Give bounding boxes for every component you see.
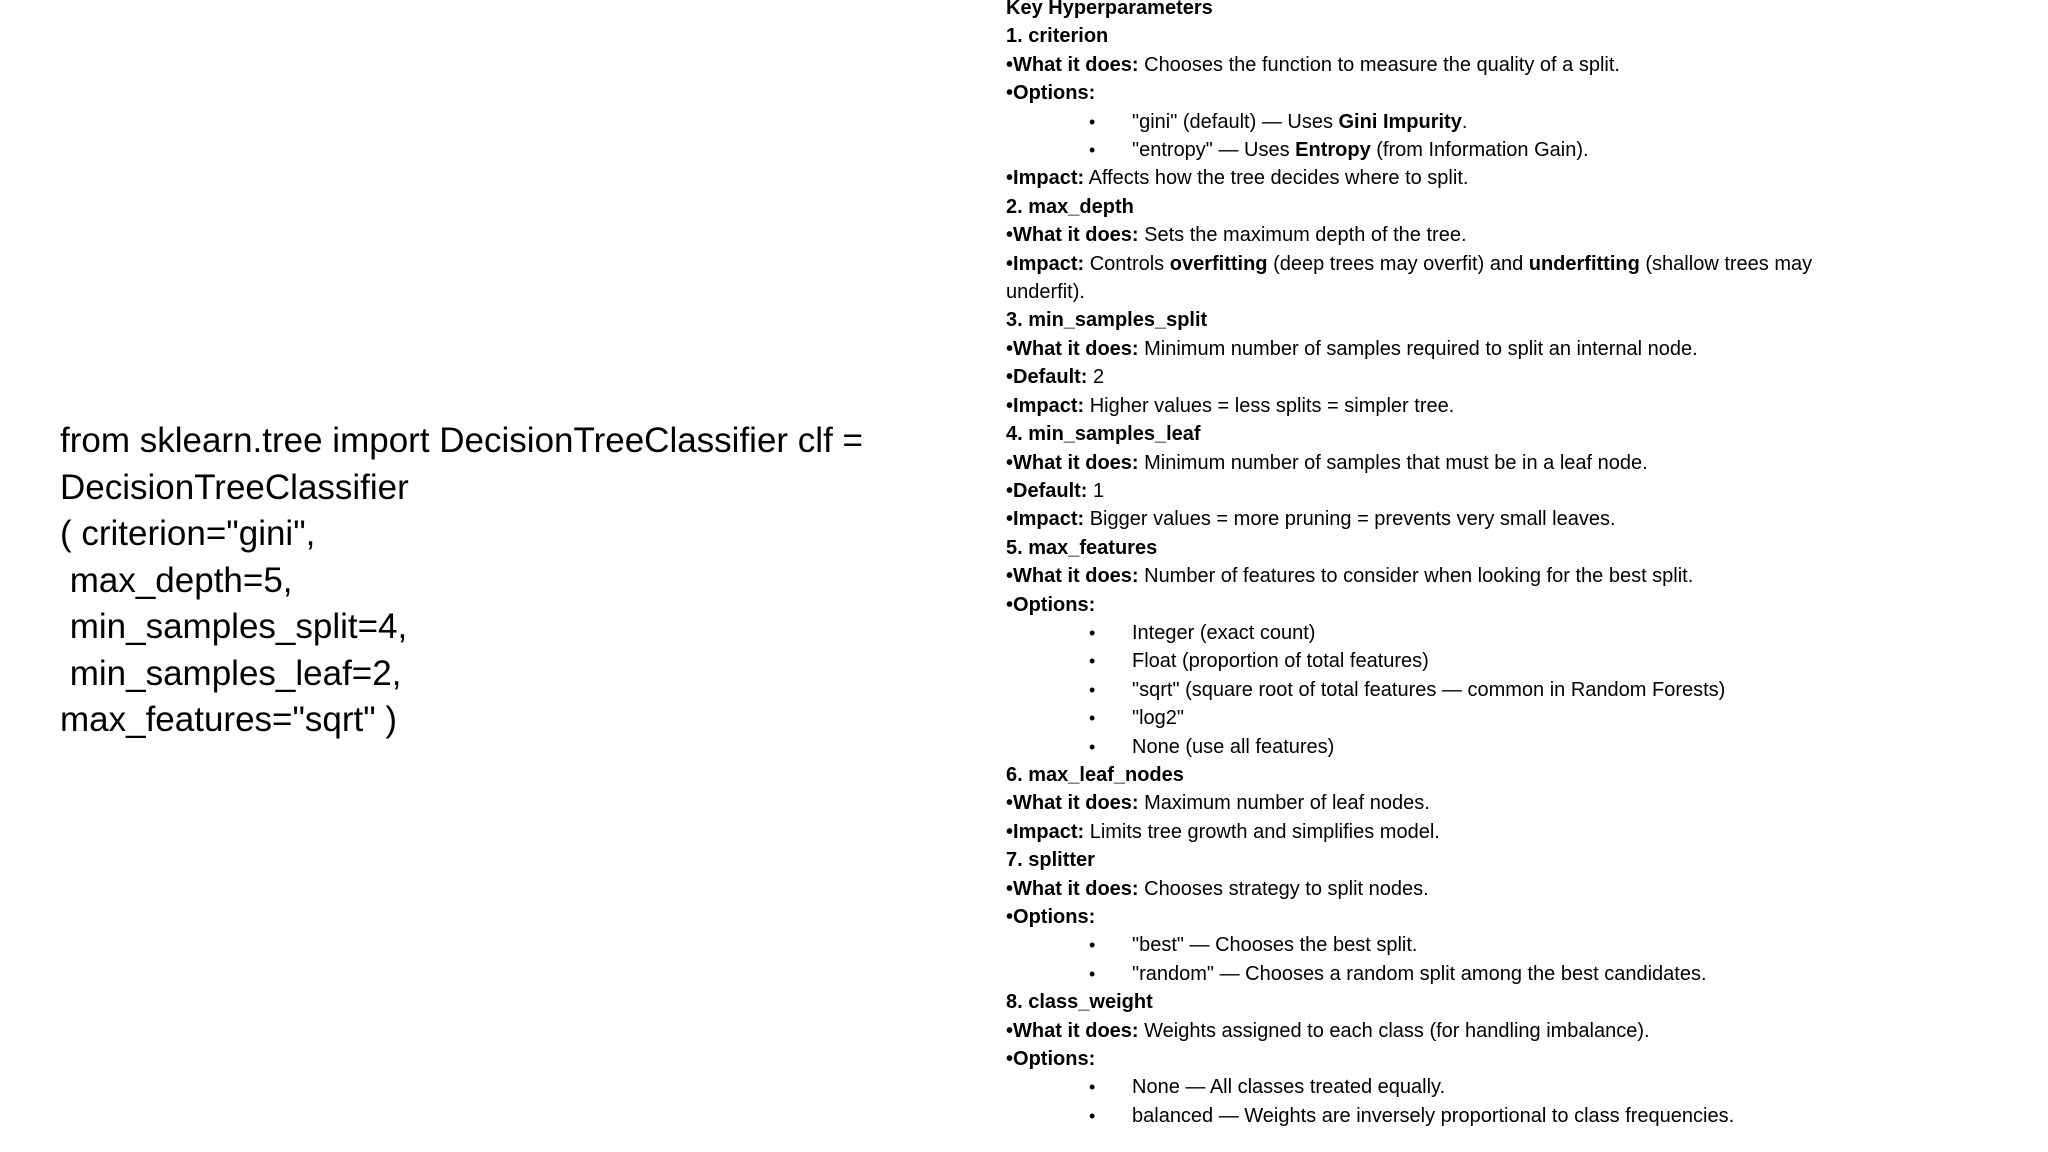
section-heading-max-leaf-nodes: 6. max_leaf_nodes [1006,763,1184,786]
min-samples-leaf-default [1006,477,1886,505]
hyperparameter-notes [1006,0,1886,1130]
bullet: • [1006,366,1014,389]
bullet: • [1006,508,1014,531]
label-options: Options: [1013,82,1096,105]
criterion-option-entropy [1006,136,1886,164]
criterion-options [1006,79,1886,107]
list-item [1006,647,1886,675]
impact-text: Controls [1084,252,1170,275]
sub-bullet: • [1089,111,1096,132]
label-what: What it does: [1013,792,1139,815]
class-weight-what [1006,1017,1886,1045]
sub-bullet: • [1089,935,1096,956]
option-text: . [1461,110,1468,133]
label-impact: Impact: [1013,394,1085,417]
label-what: What it does: [1013,877,1139,900]
impact-emphasis: overfitting [1169,252,1268,275]
label-what: What it does: [1013,565,1139,588]
bullet: • [1006,792,1014,815]
bullet: • [1006,167,1014,190]
code-line: DecisionTreeClassifier [60,467,409,507]
criterion-impact [1006,164,1886,192]
option-text: "log2" [1132,707,1185,730]
sub-bullet: • [1089,622,1096,643]
default-value: 2 [1087,366,1105,389]
bullet: • [1006,906,1014,928]
sub-bullet: • [1089,679,1096,700]
bullet: • [1006,1019,1014,1042]
class-weight-options [1006,1045,1886,1073]
bullet: • [1006,451,1014,474]
bullet: • [1006,337,1014,360]
code-line: max_features="sqrt" ) [60,700,398,739]
sub-bullet: • [1089,708,1096,729]
what-text: Minimum number of samples that must be in a leaf node. [1138,451,1648,474]
bullet: • [1006,224,1014,247]
option-text: None (use all features) [1132,735,1335,758]
label-impact: Impact: [1013,820,1085,843]
max-leaf-nodes-what [1006,789,1886,817]
default-value: 1 [1087,479,1105,502]
max-features-options [1006,591,1886,619]
list-item [1006,931,1886,959]
list-item [1006,676,1886,704]
section-heading-max-depth: 2. max_depth [1006,195,1134,218]
section-heading-max-features: 5. max_features [1006,536,1158,559]
section-heading-splitter: 7. splitter [1006,849,1095,872]
impact-emphasis: underfitting [1528,252,1640,275]
impact-text: (shallow trees may underfit). [1006,252,1813,304]
label-impact: Impact: [1013,508,1085,531]
section-heading-class-weight: 8. class_weight [1006,991,1153,1014]
label-what: What it does: [1013,451,1139,474]
what-text: Number of features to consider when looking for the best split. [1138,565,1694,588]
impact-text: Bigger values = more pruning = prevents very small leaves. [1084,508,1616,531]
option-text: "best" — Chooses the best split. [1132,934,1418,957]
section-heading-min-samples-split: 3. min_samples_split [1006,309,1208,332]
label-what: What it does: [1013,224,1139,247]
label-options: Options: [1013,1048,1096,1071]
code-line: ( criterion="gini", [60,514,316,553]
label-what: What it does: [1013,53,1139,76]
bullet: • [1006,820,1014,843]
code-line: min_samples_split=4, [60,607,408,646]
sub-bullet: • [1089,963,1096,984]
code-snippet [60,418,960,744]
min-samples-leaf-impact [1006,505,1886,533]
sub-bullet: • [1089,1105,1096,1126]
max-leaf-nodes-impact [1006,818,1886,846]
what-text: Weights assigned to each class (for handling imbalance). [1138,1019,1650,1042]
max-features-what [1006,562,1886,590]
label-options: Options: [1013,593,1096,616]
notes-title: Key Hyperparameters [1006,0,1213,19]
list-item [1006,1073,1886,1101]
what-text: Maximum number of leaf nodes. [1138,792,1430,815]
option-emphasis: Entropy [1295,139,1371,162]
option-text: Integer (exact count) [1132,621,1316,644]
code-line: min_samples_leaf=2, [60,653,402,693]
bullet: • [1006,479,1014,502]
option-text: "random" — Chooses a random split among the best candidates. [1132,962,1707,985]
label-options: Options: [1013,906,1096,928]
max-depth-what [1006,221,1886,249]
code-line: from sklearn.tree import DecisionTreeClassifier clf = [60,421,863,460]
label-impact: Impact: [1013,252,1085,275]
label-what: What it does: [1013,337,1139,360]
sub-bullet: • [1089,651,1096,672]
option-text: "gini" (default) — Uses [1132,110,1339,133]
bullet: • [1006,1048,1014,1071]
option-text: balanced — Weights are inversely proportional to class frequencies. [1132,1104,1735,1127]
min-samples-leaf-what [1006,449,1886,477]
bullet: • [1006,53,1014,76]
option-text: "entropy" — Uses [1132,139,1296,162]
bullet: • [1006,593,1014,616]
option-text: Float (proportion of total features) [1132,650,1429,673]
section-heading-min-samples-leaf: 4. min_samples_leaf [1006,423,1201,446]
bullet: • [1006,877,1014,900]
label-what: What it does: [1013,1019,1139,1042]
sub-bullet: • [1089,1077,1096,1098]
impact-text: (deep trees may overfit) and [1267,252,1529,275]
sub-bullet: • [1089,140,1096,161]
list-item [1006,619,1886,647]
section-heading-criterion: 1. criterion [1006,25,1109,48]
list-item [1006,960,1886,988]
option-text: (from Information Gain). [1370,139,1589,162]
bullet: • [1006,394,1014,417]
min-samples-split-default [1006,363,1886,391]
splitter-options [1006,903,1886,931]
min-samples-split-what [1006,335,1886,363]
list-item [1006,733,1886,761]
label-default: Default: [1013,366,1088,389]
code-line: max_depth=5, [60,560,293,600]
criterion-what-text: Chooses the function to measure the quality of a split. [1138,53,1620,76]
label-default: Default: [1013,479,1088,502]
criterion-impact-text: Affects how the tree decides where to split. [1084,167,1469,190]
option-emphasis: Gini Impurity [1338,110,1462,133]
what-text: Chooses strategy to split nodes. [1138,877,1429,900]
bullet: • [1006,82,1014,105]
impact-text: Limits tree growth and simplifies model. [1084,820,1440,843]
label-impact: Impact: [1013,167,1085,190]
max-depth-what-text: Sets the maximum depth of the tree. [1138,224,1467,247]
criterion-option-gini [1006,108,1886,136]
bullet: • [1006,252,1014,275]
list-item [1006,1102,1886,1130]
option-text: "sqrt" (square root of total features — common in Random Forests) [1132,678,1726,701]
max-depth-impact [1006,250,1886,307]
option-text: None — All classes treated equally. [1132,1076,1446,1099]
sub-bullet: • [1089,736,1096,757]
list-item [1006,704,1886,732]
bullet: • [1006,565,1014,588]
splitter-what [1006,875,1886,903]
min-samples-split-impact [1006,392,1886,420]
impact-text: Higher values = less splits = simpler tree. [1084,394,1455,417]
criterion-what [1006,51,1886,79]
what-text: Minimum number of samples required to split an internal node. [1138,337,1698,360]
